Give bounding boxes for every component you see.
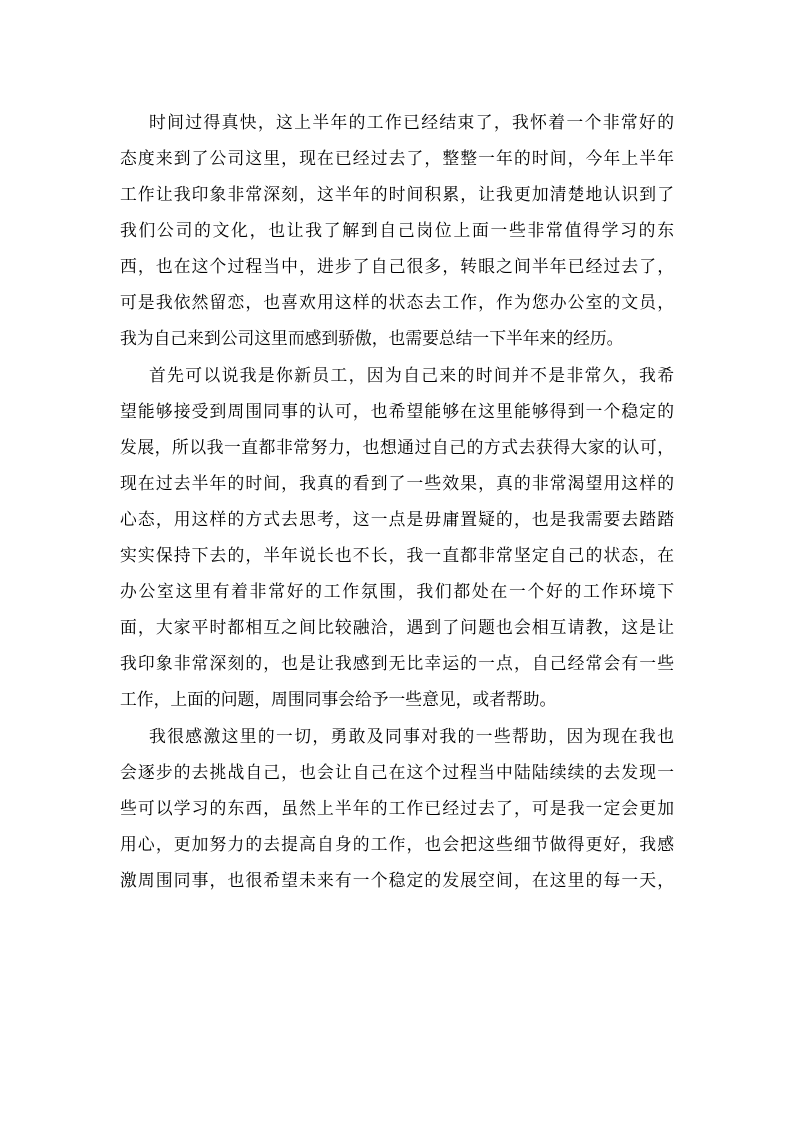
text-line: 我们公司的文化，也让我了解到自己岗位上面一些非常值得学习的东 [120,220,674,240]
text-line: 工作，上面的问题，周围同事会给予一些意见，或者帮助。 [120,689,557,709]
text-line: 首先可以说我是你新员工，因为自己来的时间并不是非常久，我希 [149,365,674,385]
text-line: 实实保持下去的，半年说长也不长，我一直都非常坚定自己的状态，在 [120,545,674,565]
text-line: 会逐步的去挑战自己，也会让自己在这个过程当中陆陆续续的去发现一 [120,762,674,782]
text-line: 激周围同事，也很希望未来有一个稳定的发展空间，在这里的每一天， [120,870,674,890]
paragraph-2 [120,357,674,717]
text-line: 态度来到了公司这里，现在已经过去了，整整一年的时间，今年上半年 [120,148,674,168]
text-line: 发展，所以我一直都非常努力，也想通过自己的方式去获得大家的认可， [120,437,674,457]
text-line: 我很感激这里的一切，勇敢及同事对我的一些帮助，因为现在我也 [149,726,674,746]
text-line: 可是我依然留恋，也喜欢用这样的状态去工作，作为您办公室的文员， [120,292,674,312]
text-line: 面，大家平时都相互之间比较融洽，遇到了问题也会相互请教，这是让 [120,617,674,637]
text-line: 现在过去半年的时间，我真的看到了一些效果，真的非常渴望用这样的 [120,473,674,493]
text-line: 西，也在这个过程当中，进步了自己很多，转眼之间半年已经过去了， [120,256,674,276]
text-line: 我为自己来到公司这里而感到骄傲，也需要总结一下半年来的经历。 [120,328,624,348]
text-line: 我印象非常深刻的，也是让我感到无比幸运的一点，自己经常会有一些 [120,653,674,673]
text-line: 用心，更加努力的去提高自身的工作，也会把这些细节做得更好，我感 [120,834,674,854]
paragraph-1 [120,104,674,356]
text-line: 办公室这里有着非常好的工作氛围，我们都处在一个好的工作环境下 [120,581,674,601]
text-line: 工作让我印象非常深刻，这半年的时间积累，让我更加清楚地认识到了 [120,184,674,204]
text-line: 时间过得真快，这上半年的工作已经结束了，我怀着一个非常好的 [149,112,674,132]
text-line: 望能够接受到周围同事的认可，也希望能够在这里能够得到一个稳定的 [120,401,674,421]
text-line: 些可以学习的东西，虽然上半年的工作已经过去了，可是我一定会更加 [120,798,674,818]
text-line: 心态，用这样的方式去思考，这一点是毋庸置疑的，也是我需要去踏踏 [120,509,674,529]
paragraph-3 [120,718,674,898]
